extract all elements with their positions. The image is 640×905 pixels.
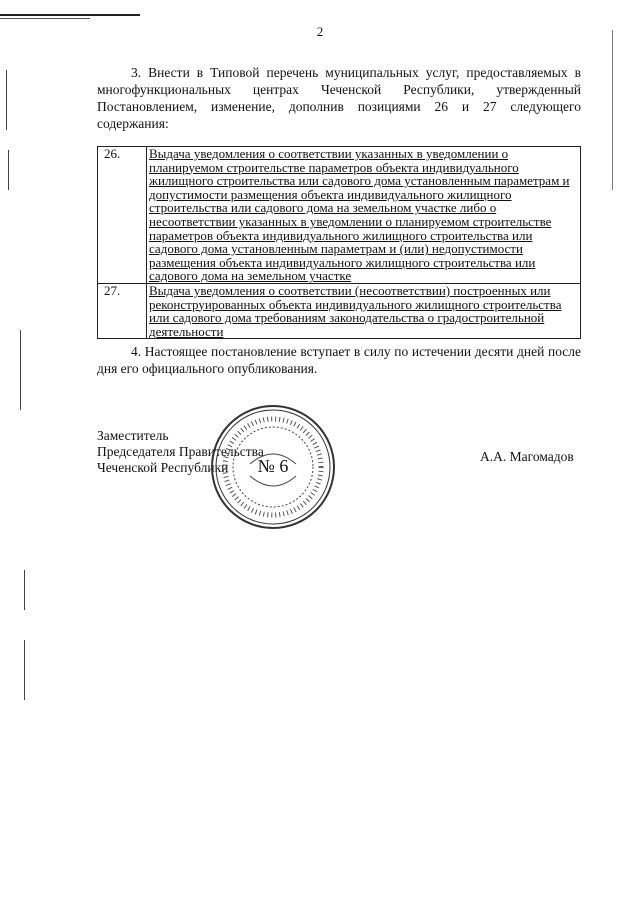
signatory-name: А.А. Магомадов xyxy=(480,449,574,464)
page-number: 2 xyxy=(316,24,324,39)
position-text: Выдача уведомления о соответствии указанных в уведомлении о планируемом строительстве параметров объекта индивидуального жилищного строительства или садового дома установленным параметрам и допустимости размещения объекта индивидуального жилищного строительства или садового дома на земельном участке либо о несоответствии указанных в уведомлении о планируемом строительстве параметров объекта индивидуального жилищного строительства или садового дома установленным параметрам и (или) недопустимости размещения объекта индивидуального жилищного строительства или садового дома на земельном участке xyxy=(147,147,581,284)
header-rule xyxy=(0,14,140,16)
paragraph-4 xyxy=(97,343,581,377)
table-row xyxy=(98,147,581,284)
scan-edge-mark xyxy=(6,70,7,130)
scan-edge-mark xyxy=(8,150,9,190)
positions-table xyxy=(97,146,581,339)
header-rule-secondary xyxy=(0,18,90,19)
scan-edge-mark xyxy=(24,640,25,700)
signature-line-1: Заместитель xyxy=(97,428,169,443)
seal-number: № 6 xyxy=(257,456,289,476)
paragraph-3 xyxy=(97,64,581,132)
position-text: Выдача уведомления о соответствии (несоответствии) построенных или реконструированных объекта индивидуального жилищного строительства или садового дома требованиям законодательства о градостроительной деятельности xyxy=(147,283,581,338)
signature-line-3: Чеченской Республики xyxy=(97,460,229,475)
paragraph-3-text: 3. Внести в Типовой перечень муниципальных услуг, предоставляемых в многофункциональных центрах Чеченской Республики, утвержденный Постановлением, изменение, дополнив позициями 26 и 27 следующего содержания: xyxy=(97,65,581,131)
scan-edge-mark xyxy=(20,330,21,410)
scan-edge-mark xyxy=(24,570,25,610)
table-row xyxy=(98,283,581,338)
scan-edge-mark xyxy=(612,30,613,190)
paragraph-4-text: 4. Настоящее постановление вступает в силу по истечении десяти дней после дня его официального опубликования. xyxy=(97,344,581,376)
position-number: 27. xyxy=(98,283,147,338)
signature-line-2: Председателя Правительства xyxy=(97,444,264,459)
position-number: 26. xyxy=(98,147,147,284)
official-seal xyxy=(210,404,336,530)
